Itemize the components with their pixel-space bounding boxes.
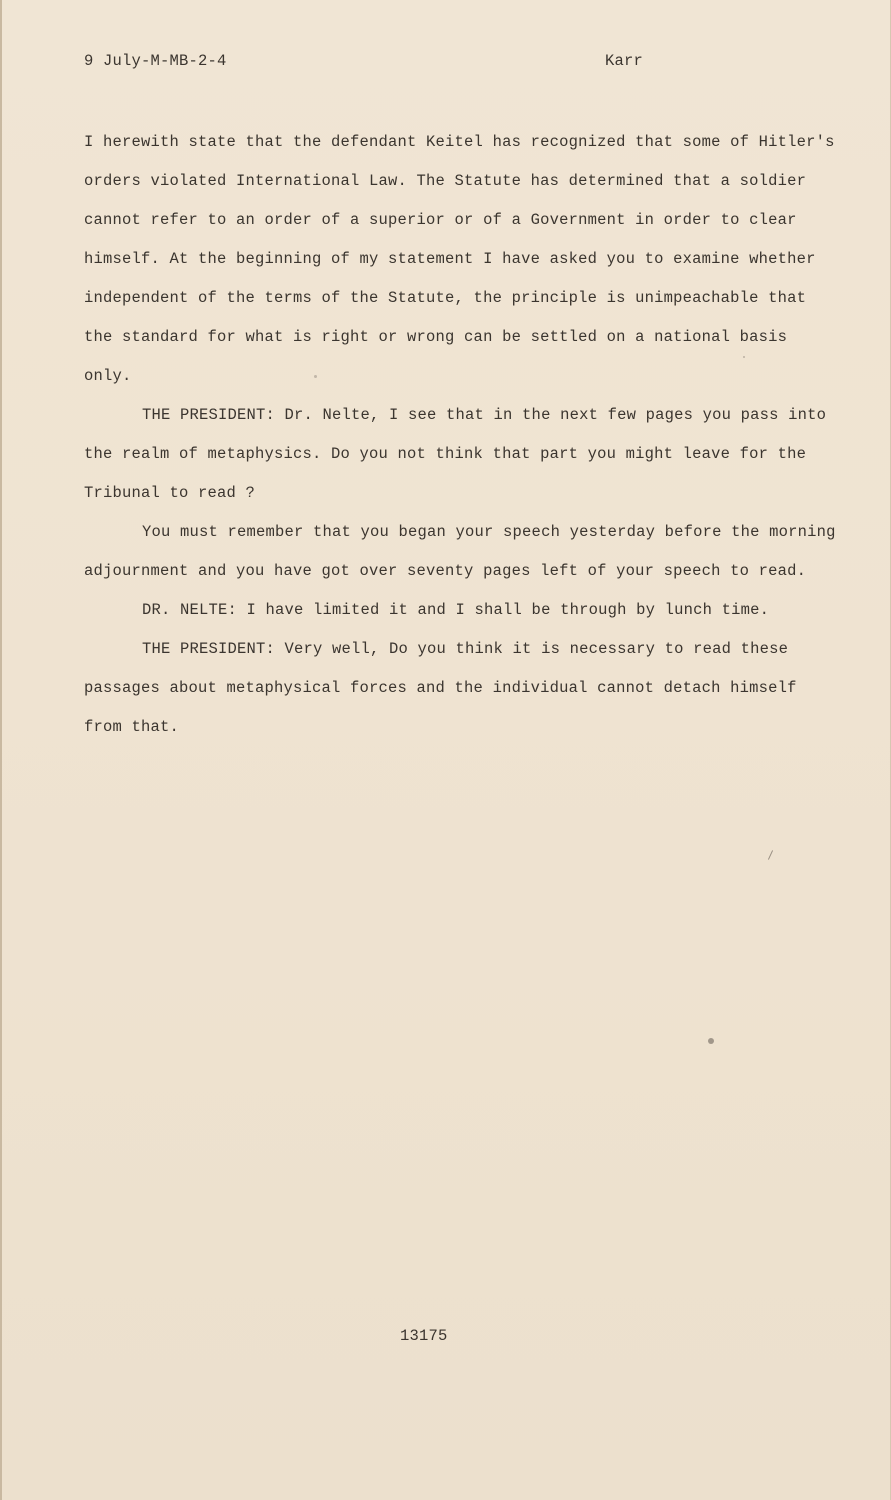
paragraph-nelte-reply: DR. NELTE: I have limited it and I shall be through by lunch time.: [142, 601, 770, 619]
paper-mark: [768, 850, 773, 859]
paper-speck: [743, 356, 745, 358]
page-number: 13175: [400, 1327, 448, 1345]
document-reference: 9 July-M-MB-2-4: [84, 52, 227, 70]
paper-speck: [314, 375, 317, 378]
paragraph-president-question: THE PRESIDENT: Very well, Do you think it is necessary to read these passages about metaphysical forces and the individual cannot detach himself from that.: [84, 640, 797, 736]
paragraph-president-remark: THE PRESIDENT: Dr. Nelte, I see that in the next few pages you pass into the realm of metaphysics. Do you not think that part you might leave for the Tribunal to read ?: [84, 406, 827, 502]
paragraph-statement: I herewith state that the defendant Keitel has recognized that some of Hitler's orders violated International Law. The Statute has determined that a soldier cannot refer to an order of a superior or of a Government in order to clear himself. At the beginning of my statement I have asked you to examine whether independent of the terms of the Statute, the principle is unimpeachable that the standard for what is right or wrong can be settled on a national basis only.: [84, 133, 835, 385]
paragraph-time-reminder: You must remember that you began your speech yesterday before the morning adjournment and you have got over seventy pages left of your speech to read.: [84, 523, 836, 580]
reporter-name: Karr: [605, 52, 644, 70]
paper-speck: [708, 1038, 714, 1044]
